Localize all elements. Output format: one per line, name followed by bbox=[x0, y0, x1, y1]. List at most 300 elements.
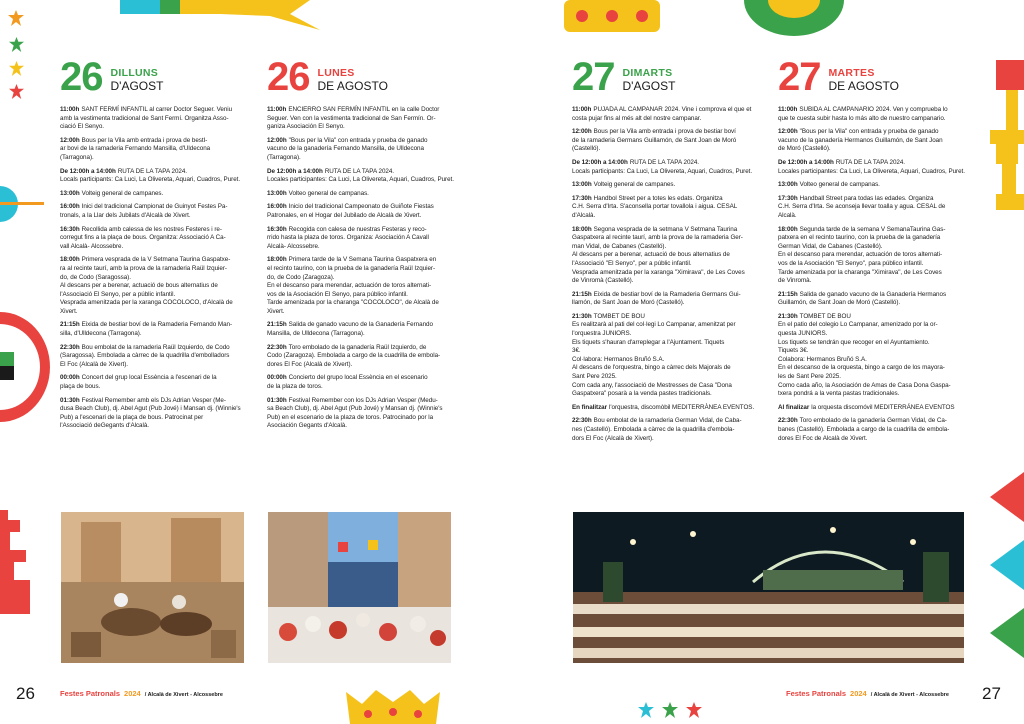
event-item bbox=[60, 203, 248, 220]
event-text: En el descanso para merendar, actuación de toros alternati- bbox=[778, 251, 943, 259]
event-line bbox=[778, 159, 966, 168]
event-line bbox=[572, 373, 760, 382]
event-time: De 12:00h a 14:00h bbox=[267, 167, 323, 175]
event-text: que te cuesta subir hasta lo más alto de nuestro campanario. bbox=[778, 114, 946, 122]
day-name: DILLUNS bbox=[110, 67, 159, 79]
event-line bbox=[778, 321, 966, 330]
event-line bbox=[267, 212, 455, 221]
event-line bbox=[267, 243, 455, 252]
event-text: Volteo general de campanas. bbox=[799, 181, 880, 189]
star-decoration-bottom-cyan bbox=[638, 702, 654, 718]
event-line bbox=[778, 356, 966, 365]
event-line bbox=[60, 274, 248, 283]
event-line bbox=[267, 226, 455, 235]
star-decoration-red bbox=[9, 84, 24, 99]
event-item bbox=[778, 313, 966, 399]
event-line bbox=[267, 405, 455, 414]
event-text: Al descans per a berenar, actuació de bous alternatius de bbox=[572, 251, 730, 259]
event-text: (Castelló). bbox=[572, 145, 601, 153]
event-text: Pub) a l'escenari de la plaça de bous. Patrocinat per bbox=[60, 413, 204, 421]
cyan-triangle-right bbox=[990, 540, 1024, 590]
event-text: patxera en el recinto taurino, con la prueba de la ganadería bbox=[778, 234, 941, 242]
event-text: Recogida con calesa de nuestras Festeras y reco- bbox=[288, 225, 427, 233]
event-time: 11:00h bbox=[267, 106, 287, 113]
event-line bbox=[572, 159, 760, 168]
event-text: En el descanso para merendar, actuación de toros alternati- bbox=[267, 282, 432, 290]
event-text: Festival Remember con los DJs Adrian Vesper (Medu- bbox=[288, 396, 438, 404]
event-text: En el descanso de la orquesta, bingo a cargo de los mayora- bbox=[778, 364, 945, 372]
red-castle-shape bbox=[0, 510, 32, 614]
event-item bbox=[267, 397, 455, 431]
event-item bbox=[778, 106, 966, 123]
event-item bbox=[572, 181, 760, 190]
day-header bbox=[778, 55, 966, 99]
event-item bbox=[60, 256, 248, 316]
event-line bbox=[60, 243, 248, 252]
event-text: l'orquestra, discomòbil MEDITERRÀNEA EVENTOS. bbox=[609, 403, 755, 411]
event-item bbox=[267, 137, 455, 163]
event-line bbox=[60, 291, 248, 300]
event-text: Bous per la Vila amb entrada i prova de bestI- bbox=[81, 136, 208, 144]
day-month: DE AGOSTO bbox=[317, 79, 388, 93]
event-line bbox=[778, 390, 966, 399]
star-decoration-orange bbox=[8, 10, 24, 26]
event-line bbox=[267, 265, 455, 274]
event-line bbox=[572, 226, 760, 235]
event-text: nes (Castelló). Embolada a càrrec de la quadrilla d'embola- bbox=[572, 426, 735, 433]
event-time: 13:00h bbox=[60, 189, 80, 197]
event-line bbox=[778, 181, 966, 190]
program-column-dimarts bbox=[572, 56, 760, 448]
event-list bbox=[778, 106, 966, 443]
event-text: En el patio del colegio Lo Campanar, amenizado por la or- bbox=[778, 321, 938, 329]
event-line bbox=[572, 106, 760, 115]
event-item bbox=[267, 203, 455, 220]
event-line bbox=[60, 330, 248, 339]
event-item bbox=[572, 404, 760, 413]
event-line bbox=[267, 234, 455, 243]
event-text: Alcalà. bbox=[778, 211, 797, 219]
event-line bbox=[267, 299, 455, 308]
event-line bbox=[778, 313, 966, 322]
event-line bbox=[267, 308, 455, 317]
event-text: Toro embolado de la ganadería German Vidal, de Ca- bbox=[799, 417, 947, 425]
photo-night-festival bbox=[573, 512, 964, 663]
program-column-lunes bbox=[267, 56, 455, 436]
event-text: RUTA DE LA TAPA 2024. bbox=[835, 158, 905, 166]
event-text: ciació El Senyo. bbox=[60, 123, 105, 131]
event-text: de Vinromà. bbox=[778, 277, 812, 285]
event-text: de la plaza de toros. bbox=[267, 383, 323, 391]
event-time: 11:00h bbox=[60, 106, 80, 113]
event-item bbox=[572, 195, 760, 221]
event-text: vos de la Asociación "El Senyo", para público infantil. bbox=[778, 259, 924, 267]
day-header bbox=[60, 55, 248, 99]
event-line bbox=[60, 123, 248, 132]
top-banner-shape bbox=[120, 0, 320, 34]
event-line bbox=[572, 128, 760, 137]
event-line bbox=[778, 251, 966, 260]
event-time: 13:00h bbox=[572, 181, 592, 189]
event-time: 01:30h bbox=[267, 396, 287, 404]
event-item bbox=[267, 321, 455, 338]
event-line bbox=[778, 299, 966, 308]
event-text: Los tiquets se tendrán que recoger en el Ayuntamiento. bbox=[778, 338, 930, 346]
event-line bbox=[267, 361, 455, 370]
event-text: German Vidal, de Cabanes (Castelló). bbox=[778, 242, 883, 250]
event-text: Bous per la Vila amb entrada i prova de bestiar boví bbox=[593, 128, 736, 136]
event-item bbox=[778, 404, 966, 413]
event-item bbox=[60, 190, 248, 199]
event-line bbox=[267, 137, 455, 146]
green-triangle-right bbox=[990, 608, 1024, 658]
event-line bbox=[60, 422, 248, 431]
event-text: rrido hasta la plaza de toros. Organiza: Asociación A Cavall bbox=[267, 234, 429, 242]
event-text: Gaspatxera" posarà a la venda pastes tradicionals. bbox=[572, 390, 712, 398]
event-text: sa Beach Club), dj. Abel Agut (Pub Jové) y Mansan dj. (Winnie's bbox=[267, 405, 443, 413]
event-time: 12:00h bbox=[60, 136, 80, 144]
event-text: Colabora: Hermanos Bruñó S.A. bbox=[778, 355, 867, 363]
event-line bbox=[572, 137, 760, 146]
event-line bbox=[60, 226, 248, 235]
event-line bbox=[778, 137, 966, 146]
event-line bbox=[60, 154, 248, 163]
event-line bbox=[778, 145, 966, 154]
day-header bbox=[572, 55, 760, 99]
star-decoration-bottom-green bbox=[662, 702, 678, 718]
event-time: 11:00h bbox=[778, 106, 798, 113]
event-text: Volteig general de campanes. bbox=[593, 181, 676, 189]
event-line bbox=[60, 265, 248, 274]
event-text: dores El Foc (Alcalà de Xivert). bbox=[267, 360, 353, 368]
event-item bbox=[572, 226, 760, 286]
event-list bbox=[60, 106, 248, 431]
day-number: 26 bbox=[60, 55, 103, 99]
event-text: Codo (Zaragoza). Embolada a cargo de la cuadrilla de embola- bbox=[267, 352, 441, 360]
event-line bbox=[778, 260, 966, 269]
event-item bbox=[267, 344, 455, 370]
event-text: TOMBET DE BOU bbox=[799, 312, 851, 320]
event-time: 01:30h bbox=[60, 396, 80, 404]
event-time: 21:15h bbox=[60, 321, 80, 329]
star-decoration-yellow bbox=[9, 61, 24, 76]
event-text: Bou embolat de la ramaderia Raül Izquierdo, de Codo bbox=[81, 343, 230, 351]
event-text: 3€. bbox=[572, 347, 581, 355]
event-text: "Bous per la Vila" con entrada y prueba de ganado bbox=[288, 136, 428, 144]
event-line bbox=[267, 330, 455, 339]
event-line bbox=[267, 383, 455, 392]
event-item bbox=[267, 226, 455, 252]
event-line bbox=[778, 243, 966, 252]
program-column-martes bbox=[778, 56, 966, 448]
event-text: Recollida amb calessa de les nostres Festeres i re- bbox=[81, 225, 222, 233]
event-text: Bou embolat de la ramaderia German Vidal, de Caba- bbox=[593, 417, 742, 425]
event-text: dores El Foc de Alcalà de Xivert. bbox=[778, 434, 868, 442]
cyan-circle-shape bbox=[0, 182, 44, 226]
event-line bbox=[572, 277, 760, 286]
event-item bbox=[778, 159, 966, 176]
event-time: 13:00h bbox=[267, 189, 287, 197]
event-line bbox=[572, 426, 760, 435]
event-text: Mansilla, de Ulldecona (Tarragona). bbox=[267, 330, 365, 338]
event-text: Locals participants: Ca Luci, La Olivereta, Aquari, Cuadros, Puret. bbox=[572, 167, 753, 175]
event-text: Patronales, en el Hogar del Jubilado de Alcalà de Xivert. bbox=[267, 211, 422, 219]
event-line bbox=[267, 344, 455, 353]
event-line bbox=[572, 212, 760, 221]
event-text: tronals, a la Llar dels Jubilats d'Alcalà de Xivert. bbox=[60, 211, 191, 219]
event-line bbox=[572, 181, 760, 190]
footer-place: / Alcalà de Xivert - Alcossebre bbox=[870, 692, 949, 698]
event-text: Handball Street para todas las edades. Organiza bbox=[799, 194, 934, 202]
event-line bbox=[267, 321, 455, 330]
day-name: MARTES bbox=[828, 67, 875, 79]
event-line bbox=[60, 374, 248, 383]
event-text: Segona vesprada de la setmana V Setmana Taurina bbox=[593, 225, 738, 233]
event-line bbox=[267, 414, 455, 423]
event-line bbox=[60, 145, 248, 154]
event-time: 17:30h bbox=[778, 194, 798, 202]
page-number-right: 27 bbox=[982, 684, 1001, 703]
event-text: Col·labora: Hermanos Bruñó S.A. bbox=[572, 355, 665, 363]
event-item bbox=[267, 256, 455, 316]
event-text: Concert del grup local Essència a l'escenari de la bbox=[81, 374, 217, 382]
event-line bbox=[60, 282, 248, 291]
crown-decoration-top bbox=[564, 0, 660, 32]
event-text: Primera vesprada de la V Setmana Taurina Gaspatxe- bbox=[81, 256, 231, 264]
event-line bbox=[267, 256, 455, 265]
event-line bbox=[572, 364, 760, 373]
event-line bbox=[267, 115, 455, 124]
event-line bbox=[267, 168, 455, 177]
event-line bbox=[60, 176, 248, 185]
event-time: 12:00h bbox=[572, 128, 592, 136]
event-text: Inici del tradicional Campionat de Guinyot Festes Pa- bbox=[81, 203, 228, 211]
event-text: Vesprada amenitzada per la xaranga "Ximirava", de Les Coves bbox=[572, 268, 745, 276]
event-line bbox=[572, 145, 760, 154]
event-text: do, de Codo (Saragossa). bbox=[60, 273, 131, 281]
event-time: 18:00h bbox=[572, 225, 592, 233]
event-line bbox=[572, 390, 760, 399]
photo-horses-in-street bbox=[61, 512, 244, 663]
event-line bbox=[572, 321, 760, 330]
event-line bbox=[778, 128, 966, 137]
day-name: LUNES bbox=[317, 67, 355, 79]
event-line bbox=[60, 190, 248, 199]
event-item bbox=[267, 374, 455, 391]
event-text: Xivert. bbox=[267, 307, 285, 315]
star-decoration-green bbox=[9, 37, 24, 52]
event-item bbox=[60, 321, 248, 338]
event-time: De 12:00h a 14:00h bbox=[60, 167, 116, 175]
event-text: les de Sant Pere 2025. bbox=[778, 373, 841, 381]
event-text: questa JUNIORS. bbox=[778, 330, 828, 338]
event-text: TOMBET DE BOU bbox=[593, 312, 645, 320]
event-line bbox=[60, 361, 248, 370]
day-name: DIMARTS bbox=[622, 67, 673, 79]
event-time: 16:00h bbox=[60, 203, 80, 211]
event-line bbox=[778, 339, 966, 348]
event-text: (Tarragona). bbox=[60, 153, 94, 161]
event-item bbox=[572, 128, 760, 154]
event-text: l'Associació deGegants d'Alcalà. bbox=[60, 422, 150, 430]
event-time: En finalitzar bbox=[572, 403, 608, 411]
event-text: Xivert. bbox=[60, 307, 78, 315]
event-text: Locals participants: Ca Luci, La Olivereta, Aquari, Cuadros, Puret. bbox=[60, 176, 241, 184]
event-line bbox=[778, 404, 966, 413]
event-text: man Vidal, de Cabanes (Castelló). bbox=[572, 242, 667, 250]
event-time: 16:00h bbox=[267, 203, 287, 211]
event-text: Al descans per a berenar, actuació de bous alternatius de bbox=[60, 282, 218, 290]
event-text: Es realitzarà al pati del col·legi Lo Campanar, amenitzat per bbox=[572, 321, 736, 329]
event-line bbox=[60, 106, 248, 115]
event-item bbox=[267, 168, 455, 185]
event-text: Volteig general de campanes. bbox=[81, 189, 164, 197]
event-text: Vesprada amenitzada per la xaranga COCOLOCO, d'Alcalà de bbox=[60, 299, 233, 307]
event-text: de Vinromà (Castelló). bbox=[572, 277, 634, 285]
event-text: vacuno de la ganadería Hermanos Guillamón, de Sant Joan bbox=[778, 136, 943, 144]
event-text: Gaspatxera al recinte taurí, amb la prova de la ramaderia Ger- bbox=[572, 234, 743, 242]
event-line bbox=[60, 212, 248, 221]
event-item bbox=[60, 168, 248, 185]
event-line bbox=[60, 397, 248, 406]
event-item bbox=[572, 159, 760, 176]
day-month: DE AGOSTO bbox=[828, 79, 899, 93]
event-text: amb la vestimenta tradicional de Sant Fermí. Organitza Asso- bbox=[60, 114, 229, 122]
event-text: silla, d'Ulldecona (Tarragona). bbox=[60, 330, 142, 338]
event-line bbox=[572, 115, 760, 124]
red-arch-shape bbox=[0, 312, 50, 422]
event-time: 00:00h bbox=[60, 374, 80, 382]
event-item bbox=[60, 106, 248, 132]
event-text: ENCIERRO SAN FERMÍN INFANTIL en la calle Doctor bbox=[288, 106, 440, 113]
event-line bbox=[572, 435, 760, 444]
event-text: ar bovi de la ramaderia Fernando Mansilla, d'Uldecona bbox=[60, 145, 211, 153]
event-line bbox=[778, 330, 966, 339]
event-line bbox=[60, 344, 248, 353]
footer-brand: Festes Patronals bbox=[60, 689, 121, 698]
event-line bbox=[60, 414, 248, 423]
event-line bbox=[778, 417, 966, 426]
event-text: Tiquets 3€. bbox=[778, 347, 809, 355]
event-text: Locales participantes: Ca Luci, La Olivereta, Aquari, Cuadros, Puret. bbox=[778, 167, 965, 175]
event-text: (Saragossa). Embolada a càrrec de la quadrilla d'embolladors bbox=[60, 352, 230, 360]
event-text: Eixida de bestiar boví de la Ramaderia Germans Gui- bbox=[593, 290, 741, 298]
event-time: 21:15h bbox=[572, 290, 592, 298]
event-line bbox=[60, 256, 248, 265]
event-line bbox=[572, 299, 760, 308]
event-item bbox=[572, 417, 760, 443]
event-line bbox=[778, 364, 966, 373]
star-decoration-bottom-red bbox=[686, 702, 702, 718]
event-time: 12:00h bbox=[267, 136, 287, 144]
event-text: de la ramaderia Germans Guillamón, de Sant Joan de Moró bbox=[572, 136, 737, 144]
event-line bbox=[778, 347, 966, 356]
event-time: 22:30h bbox=[778, 417, 798, 425]
event-line bbox=[267, 123, 455, 132]
event-text: la orquesta discomóvil MEDITERRÁNEA EVENTOS bbox=[811, 403, 955, 411]
event-line bbox=[778, 168, 966, 177]
event-item bbox=[778, 226, 966, 286]
event-line bbox=[267, 282, 455, 291]
event-text: Alcalà- Alcossebre. bbox=[267, 242, 320, 250]
event-line bbox=[267, 291, 455, 300]
event-time: De 12:00h a 14:00h bbox=[778, 158, 834, 166]
event-text: Seguer. Ven con la vestimenta tradicional de San Fermín. Or- bbox=[267, 114, 436, 122]
event-line bbox=[572, 382, 760, 391]
event-line bbox=[267, 154, 455, 163]
event-line bbox=[778, 426, 966, 435]
event-text: dors El Foc (Alcalà de Xivert). bbox=[572, 434, 654, 442]
event-line bbox=[572, 251, 760, 260]
event-time: 11:00h bbox=[572, 106, 592, 113]
event-line bbox=[778, 435, 966, 444]
event-line bbox=[572, 203, 760, 212]
event-item bbox=[60, 137, 248, 163]
event-list bbox=[267, 106, 455, 431]
event-time: 21:30h bbox=[572, 312, 592, 320]
event-item bbox=[778, 291, 966, 308]
event-line bbox=[572, 195, 760, 204]
event-time: 21:30h bbox=[778, 312, 798, 320]
event-text: RUTA DE LA TAPA 2024. bbox=[324, 167, 394, 175]
event-line bbox=[267, 106, 455, 115]
event-item bbox=[778, 181, 966, 190]
event-line bbox=[60, 115, 248, 124]
event-line bbox=[572, 404, 760, 413]
event-text: Asociación Gegants d'Alcalà. bbox=[267, 422, 347, 430]
event-line bbox=[778, 106, 966, 115]
event-item bbox=[60, 397, 248, 431]
event-line bbox=[60, 299, 248, 308]
event-text: d'Alcalà. bbox=[572, 211, 596, 219]
event-text: Volteo general de campanas. bbox=[288, 189, 369, 197]
event-text: Festival Remember amb els DJs Adrian Vesper (Me- bbox=[81, 396, 226, 404]
event-time: 12:00h bbox=[778, 128, 798, 136]
event-text: costa pujar fins al més alt del nostre campanar. bbox=[572, 114, 702, 122]
event-text: banes (Castelló). Embolada a cargo de la cuadrilla de embola- bbox=[778, 426, 950, 433]
footer-left bbox=[60, 689, 223, 698]
event-line bbox=[778, 269, 966, 278]
footer-brand: Festes Patronals bbox=[786, 689, 847, 698]
event-time: 16:30h bbox=[267, 225, 287, 233]
day-number: 27 bbox=[572, 55, 615, 99]
event-item bbox=[60, 344, 248, 370]
event-time: Al finalizar bbox=[778, 403, 810, 411]
event-text: Els tiquets s'hauran d'arreplegar a l'Ajuntament. Tiquets bbox=[572, 338, 725, 346]
footer-year: 2024 bbox=[850, 689, 867, 698]
event-line bbox=[572, 330, 760, 339]
event-time: 18:00h bbox=[778, 225, 798, 233]
event-text: C.H. Serra d'Irta. Se aconseja llevar toalla y agua. CESAL de bbox=[778, 203, 946, 211]
event-text: vos de la Asociación El Senyo, para público infantil. bbox=[267, 290, 408, 298]
footer-year: 2024 bbox=[124, 689, 141, 698]
event-item bbox=[572, 313, 760, 399]
event-line bbox=[572, 291, 760, 300]
event-text: Como cada año, la Asociación de Amas de Casa Dona Gaspa- bbox=[778, 381, 951, 389]
footer-right bbox=[786, 689, 949, 698]
event-text: ra al recinte taurí, amb la prova de la ramaderia Raül Izquier- bbox=[60, 264, 227, 272]
event-line bbox=[778, 115, 966, 124]
event-time: 18:00h bbox=[267, 256, 287, 264]
event-line bbox=[60, 405, 248, 414]
event-item bbox=[778, 128, 966, 154]
event-text: corregut fins a la plaça de bous. Organitza: Associació A Ca- bbox=[60, 234, 226, 242]
event-time: 21:15h bbox=[267, 321, 287, 329]
event-item bbox=[778, 417, 966, 443]
day-header bbox=[267, 55, 455, 99]
trumpet-decoration-right bbox=[990, 60, 1024, 210]
event-line bbox=[778, 203, 966, 212]
